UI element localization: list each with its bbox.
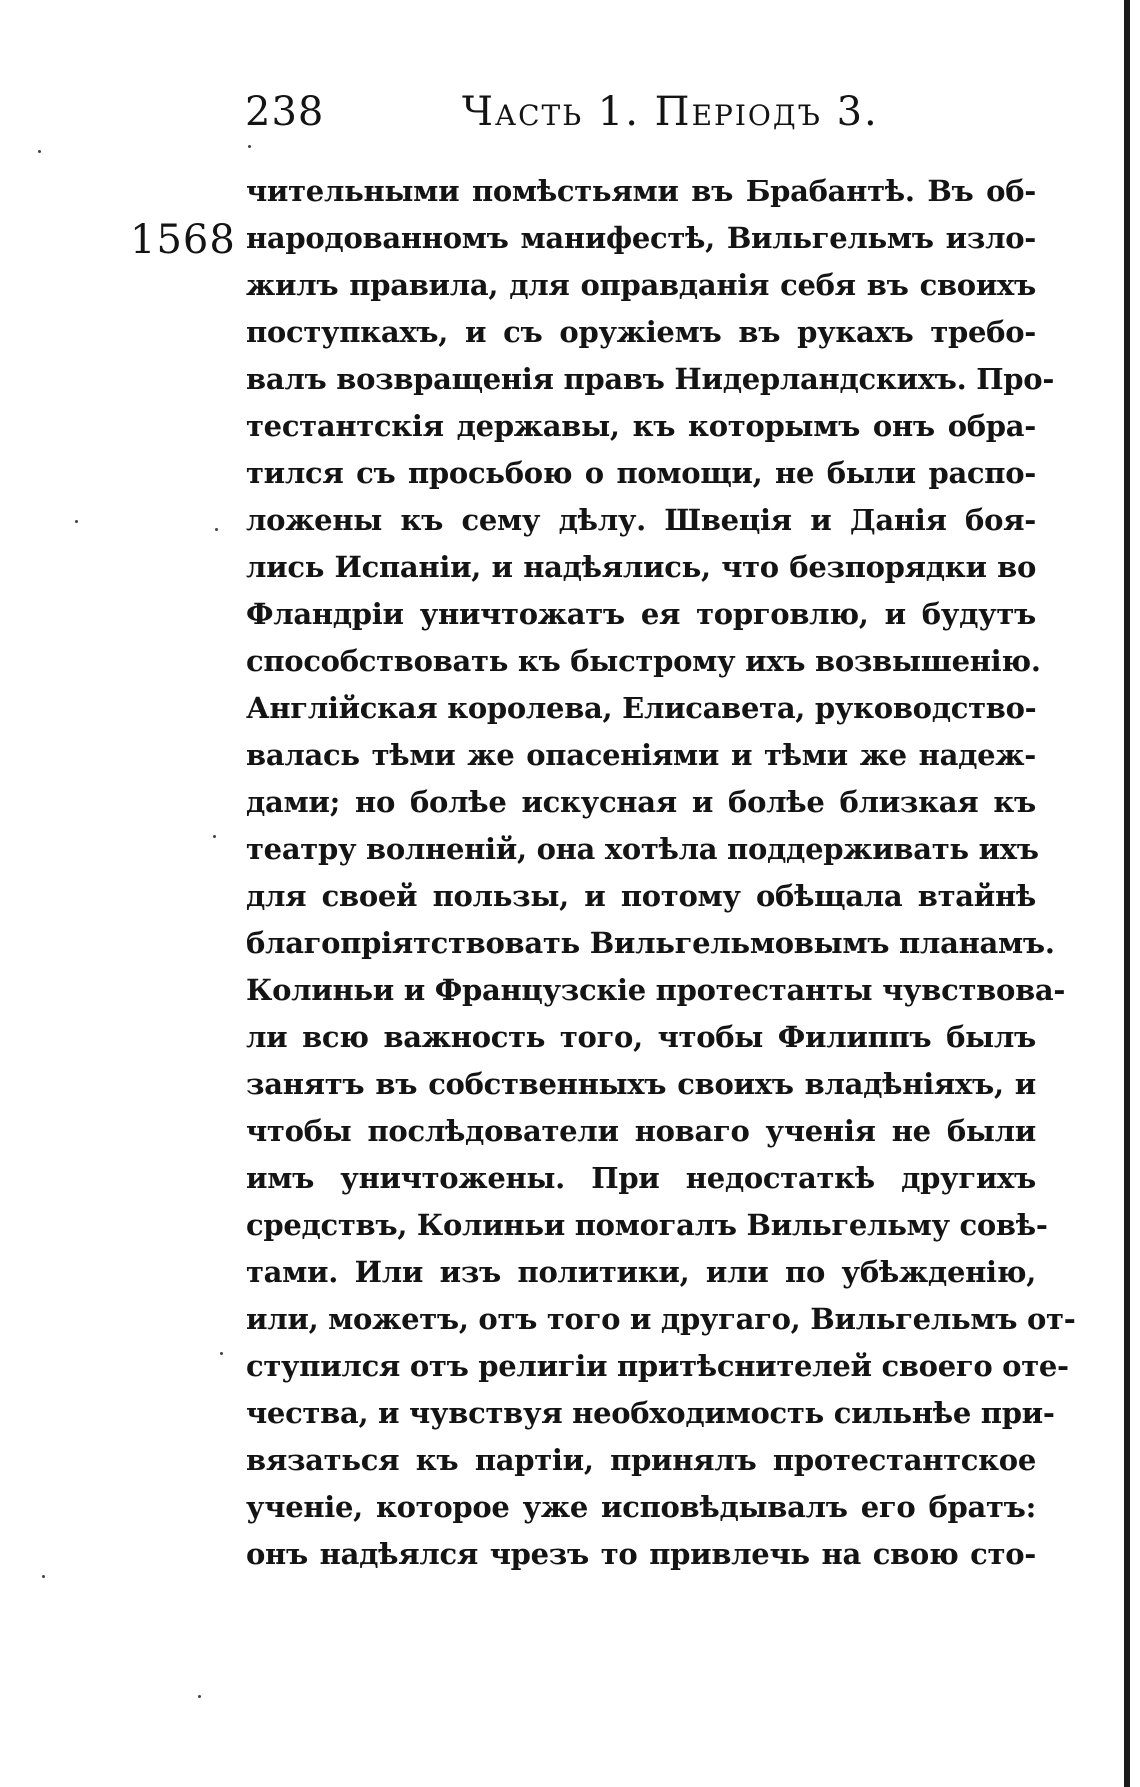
text-line: Колиньи и Французскіе протестанты чувствова- bbox=[246, 973, 1066, 1007]
text-line: чтобы послѣдователи новаго ученія не были bbox=[246, 1114, 1036, 1148]
text-line: занятъ въ собственныхъ своихъ владѣніяхъ, и bbox=[246, 1067, 1036, 1101]
text-line: вязаться къ партіи, принялъ протестантское bbox=[246, 1443, 1036, 1477]
text-line: ступился отъ религіи притѣснителей своего оте- bbox=[246, 1349, 1069, 1383]
scan-speck bbox=[75, 520, 78, 523]
scan-speck bbox=[38, 150, 41, 153]
page-number: 238 bbox=[245, 89, 325, 135]
scan-speck bbox=[42, 1575, 45, 1578]
text-line: валась тѣми же опасеніями и тѣми же надеж- bbox=[246, 738, 1036, 772]
text-line: онъ надѣялся чрезъ то привлечь на свою сто- bbox=[246, 1537, 1036, 1571]
body-text bbox=[246, 168, 1076, 1578]
scan-speck bbox=[220, 1352, 223, 1355]
scan-speck bbox=[248, 145, 251, 148]
text-line: театру волненій, она хотѣла поддерживать ихъ bbox=[246, 832, 1039, 866]
text-line: имъ уничтожены. При недостаткѣ другихъ bbox=[246, 1161, 1036, 1195]
text-line: дами; но болѣе искусная и болѣе близкая къ bbox=[246, 785, 1036, 819]
text-line: ложены къ сему дѣлу. Швеція и Данія боя- bbox=[246, 503, 1036, 537]
running-head: Часть 1. Періодъ 3. bbox=[462, 89, 879, 135]
margin-year-note: 1568 bbox=[130, 217, 236, 263]
text-line: или, можетъ, отъ того и другаго, Вильгельмъ от- bbox=[246, 1302, 1076, 1336]
text-line: тился съ просьбою о помощи, не были распо- bbox=[246, 456, 1036, 490]
text-line: народованномъ манифестѣ, Вильгельмъ изло- bbox=[246, 221, 1036, 255]
page-edge-shadow bbox=[1124, 0, 1130, 1787]
text-line: тестантскія державы, къ которымъ онъ обра- bbox=[246, 409, 1036, 443]
text-line: способствовать къ быстрому ихъ возвышенію. bbox=[246, 644, 1041, 678]
text-line: Англійская королева, Елисавета, руководство- bbox=[246, 691, 1037, 725]
text-line: поступкахъ, и съ оружіемъ въ рукахъ требо- bbox=[246, 315, 1036, 349]
text-line: Фландріи уничтожатъ ея торговлю, и будутъ bbox=[246, 597, 1036, 631]
text-line: тами. Или изъ политики, или по убѣжденію, bbox=[246, 1255, 1036, 1289]
scan-speck bbox=[213, 835, 216, 838]
text-line: лись Испаніи, и надѣялись, что безпорядки во bbox=[246, 550, 1036, 584]
text-line: благопріятствовать Вильгельмовымъ планамъ. bbox=[246, 926, 1055, 960]
text-line: чества, и чувствуя необходимость сильнѣе при- bbox=[246, 1396, 1055, 1430]
text-line: ли всю важность того, чтобы Филиппъ былъ bbox=[246, 1020, 1036, 1054]
text-line: жилъ правила, для оправданія себя въ своихъ bbox=[246, 268, 1036, 302]
page-header bbox=[0, 82, 1140, 142]
text-line: средствъ, Колиньи помогалъ Вильгельму совѣ- bbox=[246, 1208, 1048, 1242]
text-line: для своей пользы, и потому обѣщала втайнѣ bbox=[246, 879, 1036, 913]
text-line: ученіе, которое уже исповѣдывалъ его братъ: bbox=[246, 1490, 1036, 1524]
scan-speck bbox=[198, 1695, 201, 1698]
text-line: чительными помѣстьями въ Брабантѣ. Въ об- bbox=[246, 174, 1036, 208]
scan-speck bbox=[215, 528, 218, 531]
text-line: валъ возвращенія правъ Нидерландскихъ. Про- bbox=[246, 362, 1055, 396]
